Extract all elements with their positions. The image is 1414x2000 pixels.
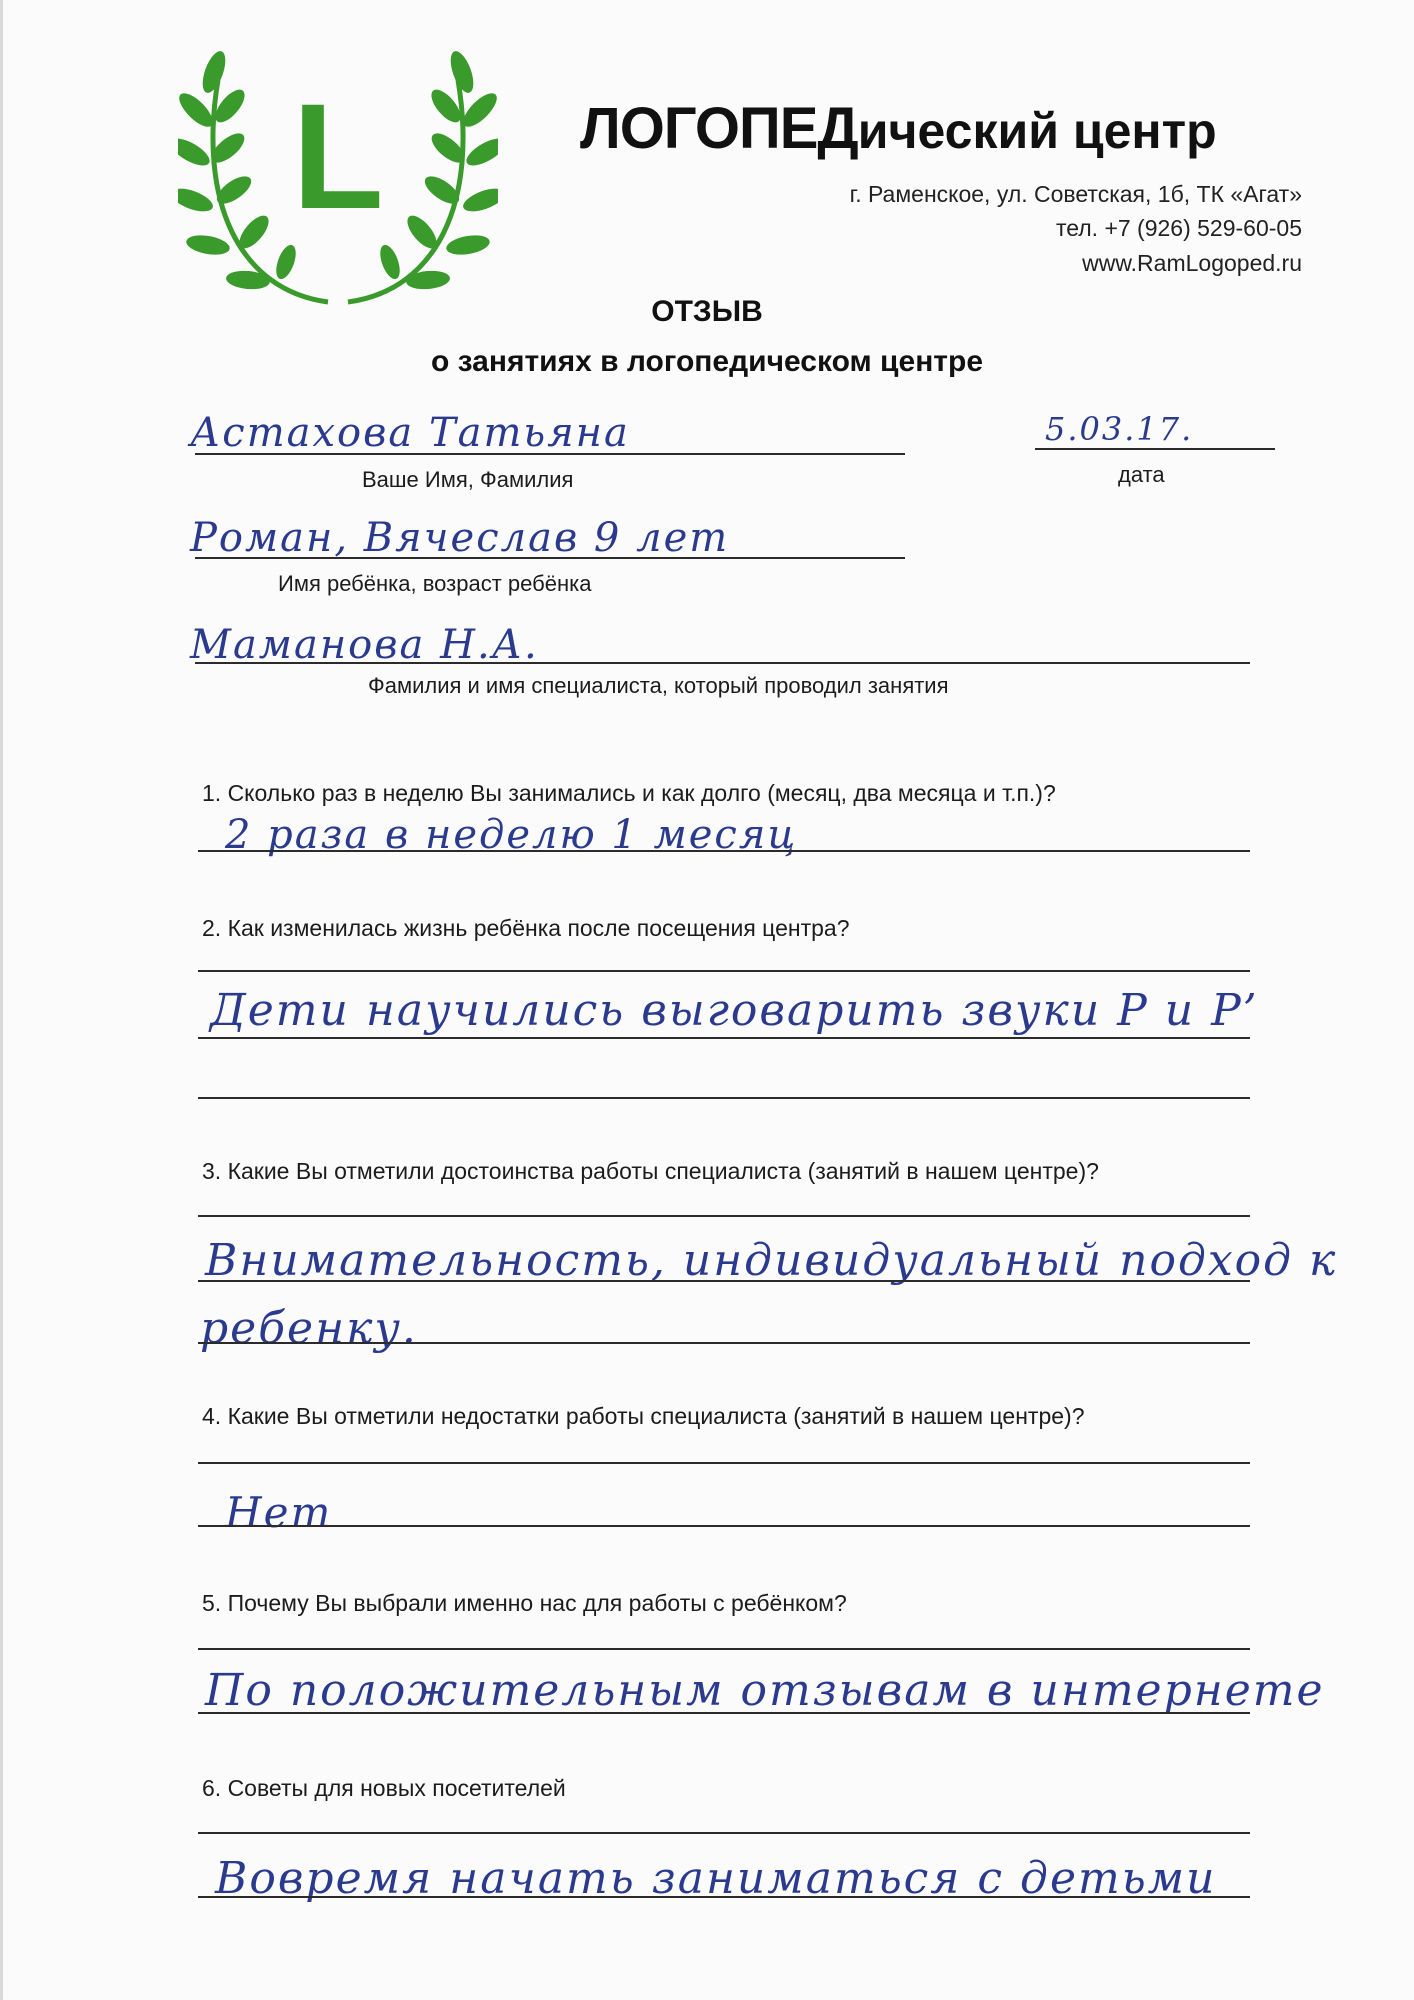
child-line bbox=[195, 557, 905, 559]
logo-letter: L bbox=[292, 72, 384, 240]
form-subtitle: о занятиях в логопедическом центре bbox=[430, 345, 984, 378]
answer-1: 2 раза в неделю 1 месяц bbox=[225, 812, 798, 858]
child-caption: Имя ребёнка, возраст ребёнка bbox=[278, 571, 592, 596]
brand-bold: ЛОГОПЕД bbox=[580, 96, 858, 161]
date-value: 5.03.17. bbox=[1045, 410, 1194, 448]
answer-4-line-1 bbox=[198, 1462, 1250, 1464]
answer-3-part-1: Внимательность, индивидуальный подход к bbox=[205, 1235, 1338, 1286]
answer-6-line-2 bbox=[198, 1896, 1250, 1898]
question-6: 6. Советы для новых посетителей bbox=[202, 1775, 566, 1801]
date-line bbox=[1035, 448, 1275, 450]
date-caption: дата bbox=[1118, 462, 1165, 487]
question-1: 1. Сколько раз в неделю Вы занимались и как долго (месяц, два месяца и т.п.)? bbox=[202, 780, 1056, 806]
specialist-caption: Фамилия и имя специалиста, который проводил занятия bbox=[368, 673, 949, 698]
laurel-logo bbox=[178, 40, 498, 310]
question-3: 3. Какие Вы отметили достоинства работы специалиста (занятий в нашем центре)? bbox=[202, 1158, 1099, 1184]
question-2: 2. Как изменилась жизнь ребёнка после посещения центра? bbox=[202, 915, 850, 941]
address: г. Раменское, ул. Советская, 1б, ТК «Агат» bbox=[849, 181, 1302, 207]
answer-4-line-2 bbox=[198, 1525, 1250, 1527]
specialist-value: Маманова Н.А. bbox=[190, 622, 539, 668]
answer-2-line-1 bbox=[198, 970, 1250, 972]
answer-3-part-2: ребенку. bbox=[200, 1303, 418, 1354]
answer-5-line-1 bbox=[198, 1648, 1250, 1650]
answer-5-line-2 bbox=[198, 1712, 1250, 1714]
answer-3-line-3 bbox=[198, 1342, 1250, 1344]
answer-5: По положительным отзывам в интернете bbox=[205, 1665, 1325, 1716]
phone: тел. +7 (926) 529-60-05 bbox=[1055, 215, 1302, 241]
parent-name-value: Астахова Татьяна bbox=[190, 410, 630, 456]
question-5: 5. Почему Вы выбрали именно нас для работы с ребёнком? bbox=[202, 1590, 847, 1616]
parent-name-caption: Ваше Имя, Фамилия bbox=[362, 467, 574, 492]
child-value: Роман, Вячеслав 9 лет bbox=[190, 515, 730, 561]
specialist-line bbox=[195, 662, 1250, 664]
answer-6: Вовремя начать заниматься с детьми bbox=[215, 1853, 1217, 1904]
answer-2-line-3 bbox=[198, 1097, 1250, 1099]
form-title: ОТЗЫВ bbox=[651, 295, 763, 328]
parent-name-line bbox=[195, 453, 905, 455]
answer-3-line-2 bbox=[198, 1280, 1250, 1282]
brand-title bbox=[580, 95, 1217, 162]
answer-2-line-2 bbox=[198, 1037, 1250, 1039]
answer-2: Дети научились выговарить звуки Р и Р’ bbox=[210, 985, 1259, 1036]
question-4: 4. Какие Вы отметили недостатки работы специалиста (занятий в нашем центре)? bbox=[202, 1403, 1085, 1429]
answer-6-line-1 bbox=[198, 1832, 1250, 1834]
answer-1-line bbox=[198, 850, 1250, 852]
brand-tail: ический центр bbox=[857, 103, 1217, 159]
website: www.RamLogoped.ru bbox=[1082, 250, 1302, 276]
answer-4: Нет bbox=[225, 1488, 333, 1537]
answer-3-line-1 bbox=[198, 1215, 1250, 1217]
